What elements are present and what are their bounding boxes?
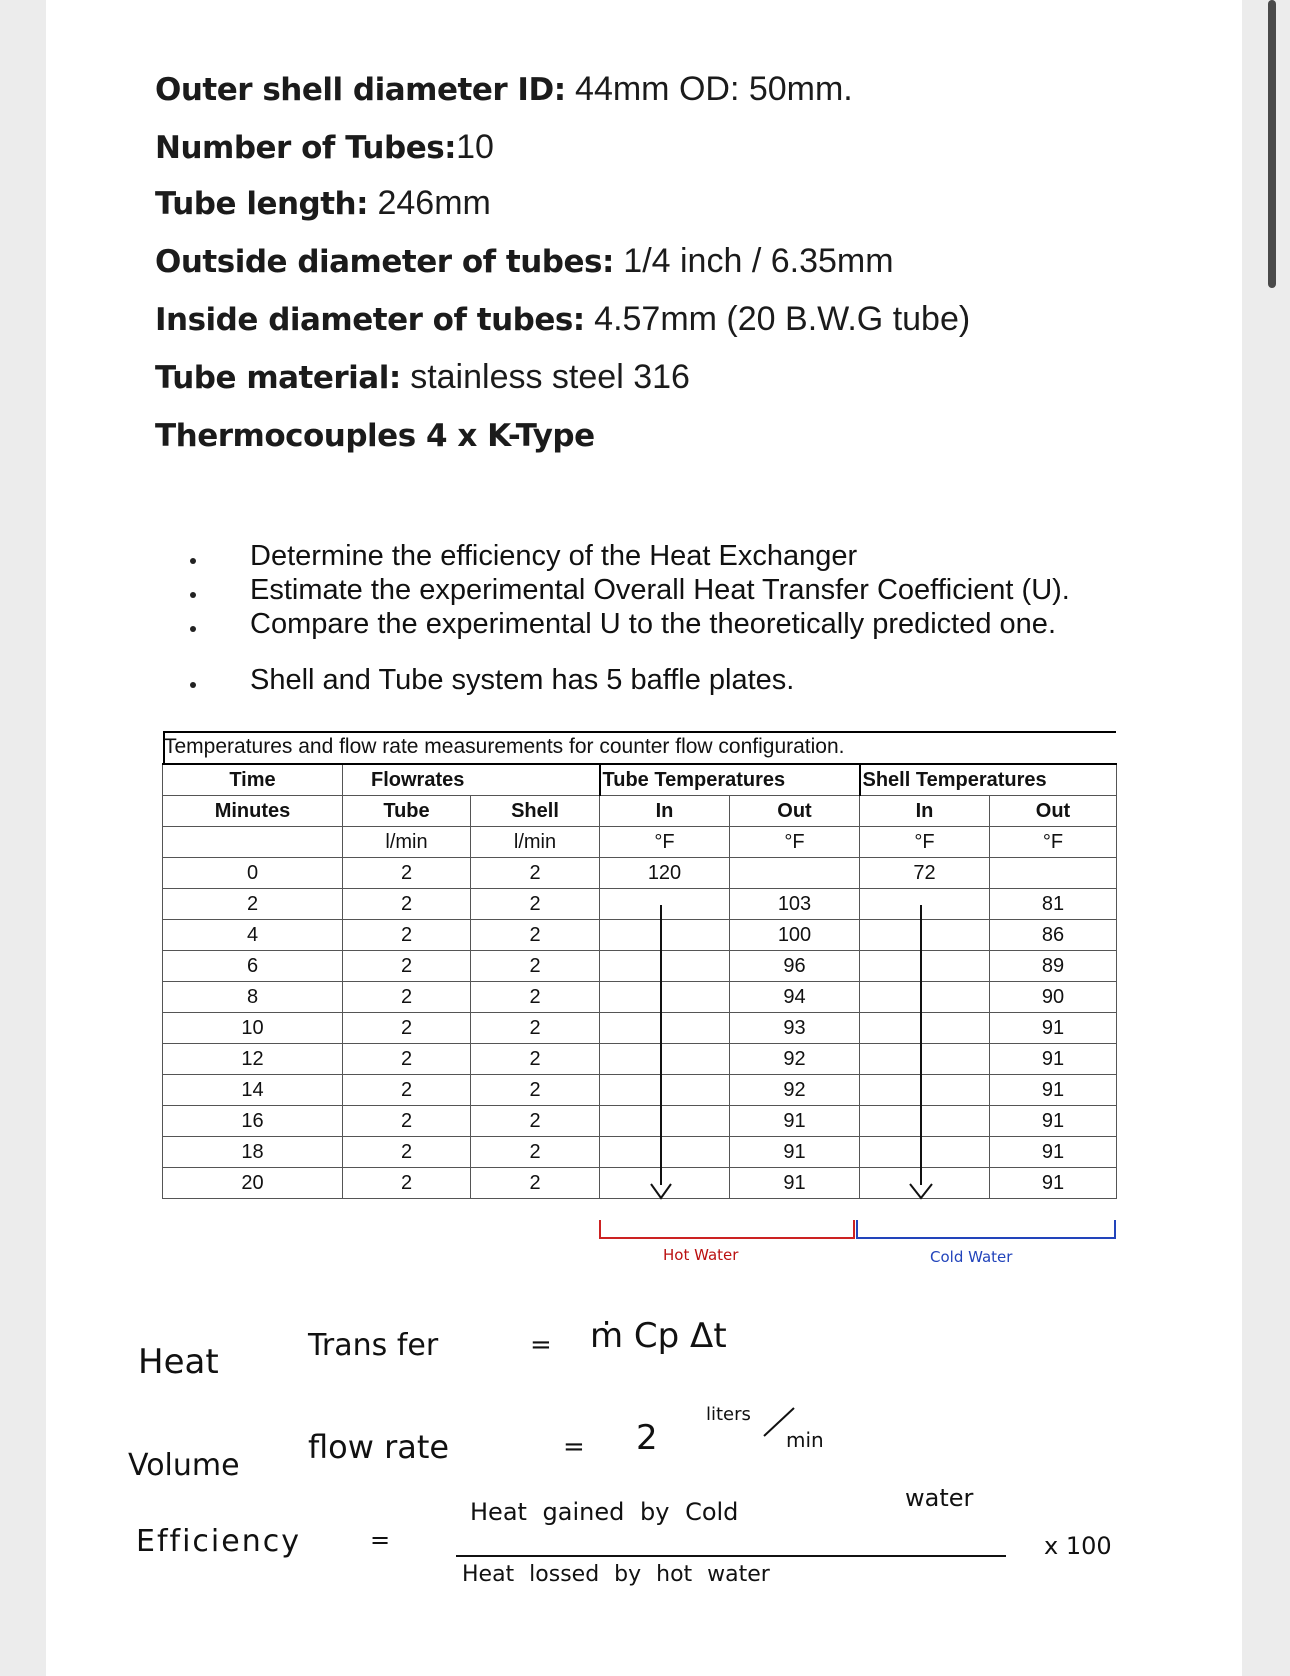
table-row [163,858,1117,889]
spec-value: 246mm [368,184,491,222]
table-cell: 2 [471,1137,600,1168]
unit-cell: l/min [343,827,471,858]
table-cell: 2 [471,982,600,1013]
table-caption: Temperatures and flow rate measurements for counter flow configuration. [164,735,845,758]
spec-label: Tube material: [155,360,401,396]
table-cell: 2 [343,951,471,982]
unit-cell [163,827,343,858]
tube-in-arrow-line [660,905,662,1185]
table-cell: 2 [471,858,600,889]
measurements-table [162,763,1117,1199]
note-numerator: Heat gained by Cold [470,1498,739,1526]
table-cell: 2 [343,858,471,889]
note-flow-unit-bottom: min [786,1428,824,1452]
cold-water-label: Cold Water [930,1248,1013,1266]
subheader-tube-in: In [600,796,730,827]
table-row [163,889,1117,920]
table-cell: 2 [343,1013,471,1044]
cold-water-bracket [855,1218,1119,1242]
spec-value: 1/4 inch / 6.35mm [613,242,894,280]
unit-cell: °F [990,827,1117,858]
table-cell [600,1075,730,1106]
table-cell: 91 [990,1168,1117,1199]
table-cell [860,1137,990,1168]
spec-number-of-tubes [155,128,494,167]
table-cell [860,982,990,1013]
spec-label: Thermocouples 4 x K-Type [155,418,595,454]
table-cell [860,1075,990,1106]
note-flow-rate: flow rate [308,1428,450,1466]
hot-water-bracket [598,1218,858,1242]
subheader-tube-out: Out [730,796,860,827]
table-cell: 0 [163,858,343,889]
table-cell: 2 [163,889,343,920]
table-cell: 2 [471,1075,600,1106]
unit-cell: °F [600,827,730,858]
table-row [163,920,1117,951]
table-cell [600,1013,730,1044]
spec-label: Inside diameter of tubes: [155,302,585,338]
table-cell: 120 [600,858,730,889]
table-cell: 4 [163,920,343,951]
table-row [163,1044,1117,1075]
table-cell: 89 [990,951,1117,982]
table-cell: 2 [343,889,471,920]
table-cell [600,982,730,1013]
table-cell: 2 [343,982,471,1013]
unit-cell: °F [860,827,990,858]
note-flow-unit-top: liters [706,1404,751,1425]
table-cell: 91 [990,1013,1117,1044]
spec-tube-length [155,184,491,223]
table-row [163,1137,1117,1168]
table-units-row [163,827,1117,858]
table-cell [860,920,990,951]
table-top-rule [163,731,1116,733]
table-row [163,982,1117,1013]
unit-cell: l/min [471,827,600,858]
note-times-100: x 100 [1044,1532,1112,1560]
spec-shell-diameter [155,70,853,109]
table-cell: 2 [343,1168,471,1199]
shell-in-arrow-icon [907,1180,935,1202]
table-cell: 91 [990,1075,1117,1106]
note-flow-value: 2 [636,1418,658,1458]
table-cell [860,951,990,982]
table-cell [860,1044,990,1075]
table-cell: 2 [343,1075,471,1106]
table-cell: 96 [730,951,860,982]
bullet-icon [190,592,196,598]
bullet-icon [190,682,196,688]
table-cell: 91 [990,1137,1117,1168]
subheader-shell-in: In [860,796,990,827]
bullet-icon [190,626,196,632]
table-cell: 2 [471,1168,600,1199]
table-cell: 81 [990,889,1117,920]
subheader-shell-flow: Shell [471,796,600,827]
table-cell: 16 [163,1106,343,1137]
table-cell: 2 [471,951,600,982]
table-cell [600,951,730,982]
table-cell [990,858,1117,889]
header-flowrates: Flowrates [343,764,600,796]
spec-thermocouples [155,416,595,455]
table-cell: 2 [471,920,600,951]
note-transfer: Trans fer [308,1328,439,1363]
table-cell: 2 [471,1044,600,1075]
spec-label: Outer shell diameter ID: [155,72,566,108]
fraction-bar [456,1555,1006,1557]
table-row [163,951,1117,982]
table-cell: 2 [343,1106,471,1137]
table-subheader-row [163,796,1117,827]
table-cell: 94 [730,982,860,1013]
unit-cell: °F [730,827,860,858]
note-formula: ṁ Cp Δt [590,1316,727,1356]
spec-label: Number of Tubes: [155,130,457,166]
note-heat: Heat [138,1342,219,1382]
table-cell: 90 [990,982,1117,1013]
spec-value: 4.57mm (20 B.W.G tube) [584,300,971,338]
table-cell: 93 [730,1013,860,1044]
table-cell: 2 [471,1013,600,1044]
note-equals-2: = [563,1432,585,1462]
table-cell [600,920,730,951]
hot-water-label: Hot Water [663,1246,739,1264]
table-cell: 2 [471,889,600,920]
table-cell: 91 [730,1168,860,1199]
table-cell [860,1013,990,1044]
table-row [163,1075,1117,1106]
header-tube-temperatures: Tube Temperatures [600,764,860,796]
table-cell: 8 [163,982,343,1013]
tube-in-arrow-icon [648,1180,674,1202]
note-denominator: Heat lossed by hot water [462,1562,770,1587]
note-numerator-tail: water [905,1484,974,1512]
table-cell: 103 [730,889,860,920]
table-cell [730,858,860,889]
table-row [163,1106,1117,1137]
table-cell: 91 [990,1044,1117,1075]
spec-value: 44mm OD: 50mm. [565,70,853,108]
table-cell: 91 [990,1106,1117,1137]
table-cell: 14 [163,1075,343,1106]
note-efficiency: Efficiency [136,1524,301,1559]
scrollbar[interactable] [1268,0,1276,288]
header-time: Time [163,764,343,796]
table-cell: 12 [163,1044,343,1075]
table-cell: 20 [163,1168,343,1199]
spec-value: 10 [456,128,494,166]
table-cell: 18 [163,1137,343,1168]
spec-label: Tube length: [155,186,369,222]
table-cell [860,889,990,920]
table-cell: 92 [730,1075,860,1106]
table-cell: 2 [343,920,471,951]
table-cell: 6 [163,951,343,982]
spec-tube-material [155,358,690,397]
table-cell [600,1044,730,1075]
table-row [163,1168,1117,1199]
table-cell: 86 [990,920,1117,951]
table-cell: 100 [730,920,860,951]
bullet-icon [190,558,196,564]
spec-value: stainless steel 316 [400,358,690,396]
spec-label: Outside diameter of tubes: [155,244,614,280]
table-cell [600,1106,730,1137]
subheader-minutes: Minutes [163,796,343,827]
note-equals-3: = [370,1526,391,1554]
shell-in-arrow-line [920,905,922,1185]
table-cell: 91 [730,1106,860,1137]
table-cell: 92 [730,1044,860,1075]
table-cell [600,889,730,920]
header-shell-temperatures: Shell Temperatures [860,764,1117,796]
table-cell: 72 [860,858,990,889]
table-cell: 10 [163,1013,343,1044]
spec-inside-diameter [155,300,970,339]
note-volume: Volume [128,1448,240,1483]
table-cell: 91 [730,1137,860,1168]
table-cell [860,1106,990,1137]
spec-outside-diameter [155,242,894,281]
table-row [163,1013,1117,1044]
table-cell: 2 [343,1044,471,1075]
table-cell [600,1137,730,1168]
subheader-tube-flow: Tube [343,796,471,827]
table-group-header-row [163,764,1117,796]
note-equals-1: = [530,1330,552,1360]
table-cell: 2 [343,1137,471,1168]
subheader-shell-out: Out [990,796,1117,827]
table-cell: 2 [471,1106,600,1137]
